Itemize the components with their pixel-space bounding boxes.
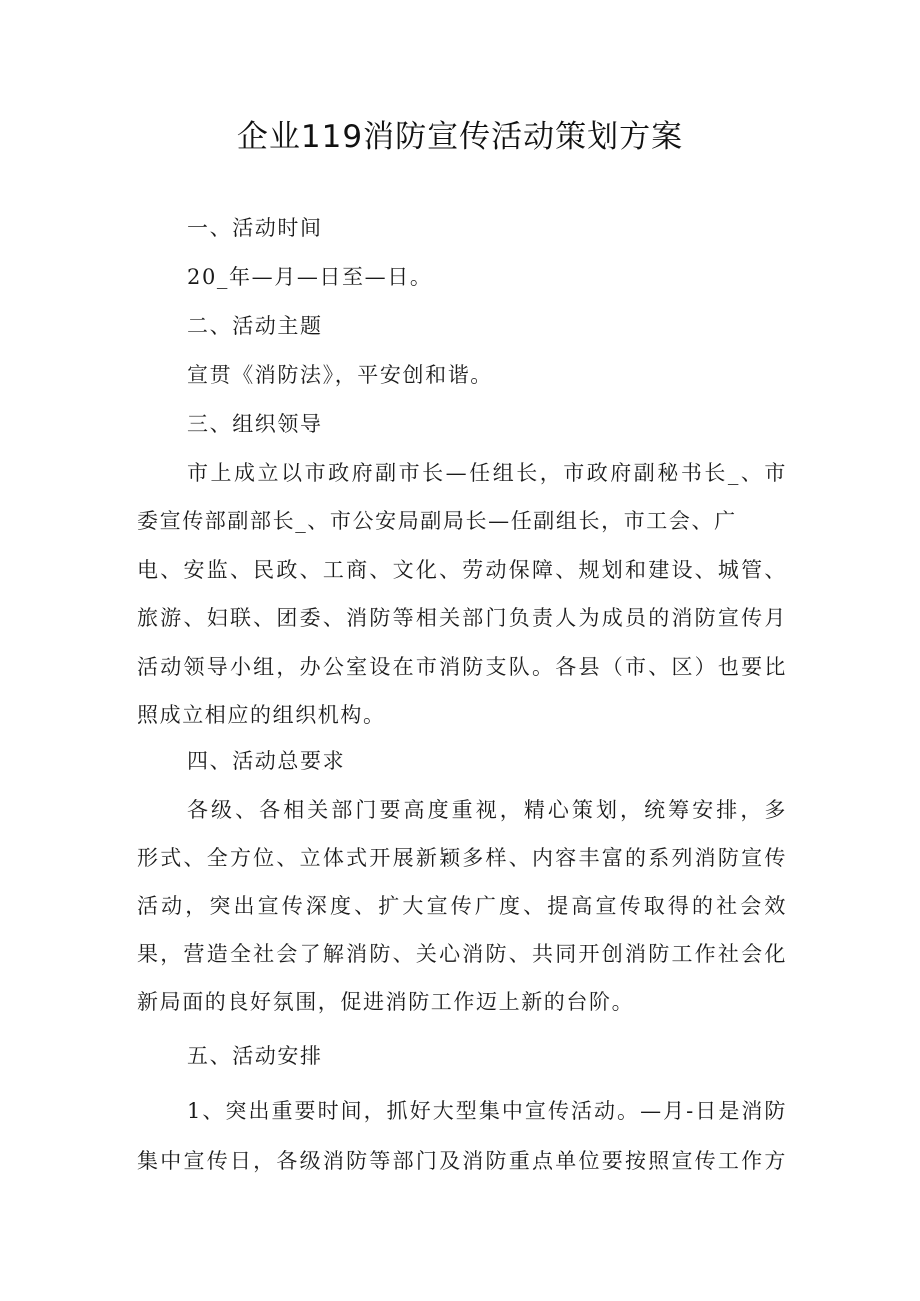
section-heading-arrangements: 五、活动安排 (187, 1044, 323, 1068)
paragraph-line: 照成立相应的组织机构。 (137, 703, 386, 727)
paragraph-line: 旅游、妇联、团委、消防等相关部门负责人为成员的消防宣传月 (137, 606, 787, 630)
document-title: 企业119消防宣传活动策划方案 (236, 119, 684, 155)
section-heading-requirements: 四、活动总要求 (187, 749, 346, 773)
paragraph-line: 活动，突出宣传深度、扩大宣传广度、提高宣传取得的社会效 (137, 894, 787, 918)
section-heading-organization: 三、组织领导 (187, 412, 323, 436)
paragraph-line: 委宣传部副部长_、市公安局副局长—任副组长，市工会、广 (137, 509, 737, 533)
paragraph-line: 新局面的良好氛围，促进消防工作迈上新的台阶。 (137, 990, 635, 1014)
paragraph-line: 电、安监、民政、工商、文化、劳动保障、规划和建设、城管、 (137, 558, 787, 582)
paragraph-line: 市上成立以市政府副市长—任组长，市政府副秘书长_、市 (187, 461, 787, 485)
paragraph-line: 宣贯《消防法》，平安创和谐。 (187, 363, 493, 387)
paragraph-line: 各级、各相关部门要高度重视，精心策划，统筹安排，多 (187, 798, 787, 822)
section-heading-time: 一、活动时间 (187, 216, 323, 240)
paragraph-line: 集中宣传日，各级消防等部门及消防重点单位要按照宣传工作方 (137, 1149, 787, 1173)
paragraph-line: 果，营造全社会了解消防、关心消防、共同开创消防工作社会化 (137, 942, 787, 966)
section-heading-theme: 二、活动主题 (187, 314, 323, 338)
paragraph-line: 形式、全方位、立体式开展新颖多样、内容丰富的系列消防宣传 (137, 846, 787, 870)
paragraph-line: 1、突出重要时间，抓好大型集中宣传活动。—月-日是消防 (187, 1099, 787, 1123)
paragraph-line: 20_年—月—日至—日。 (187, 265, 433, 289)
paragraph-line: 活动领导小组，办公室设在市消防支队。各县（市、区）也要比 (137, 655, 787, 679)
